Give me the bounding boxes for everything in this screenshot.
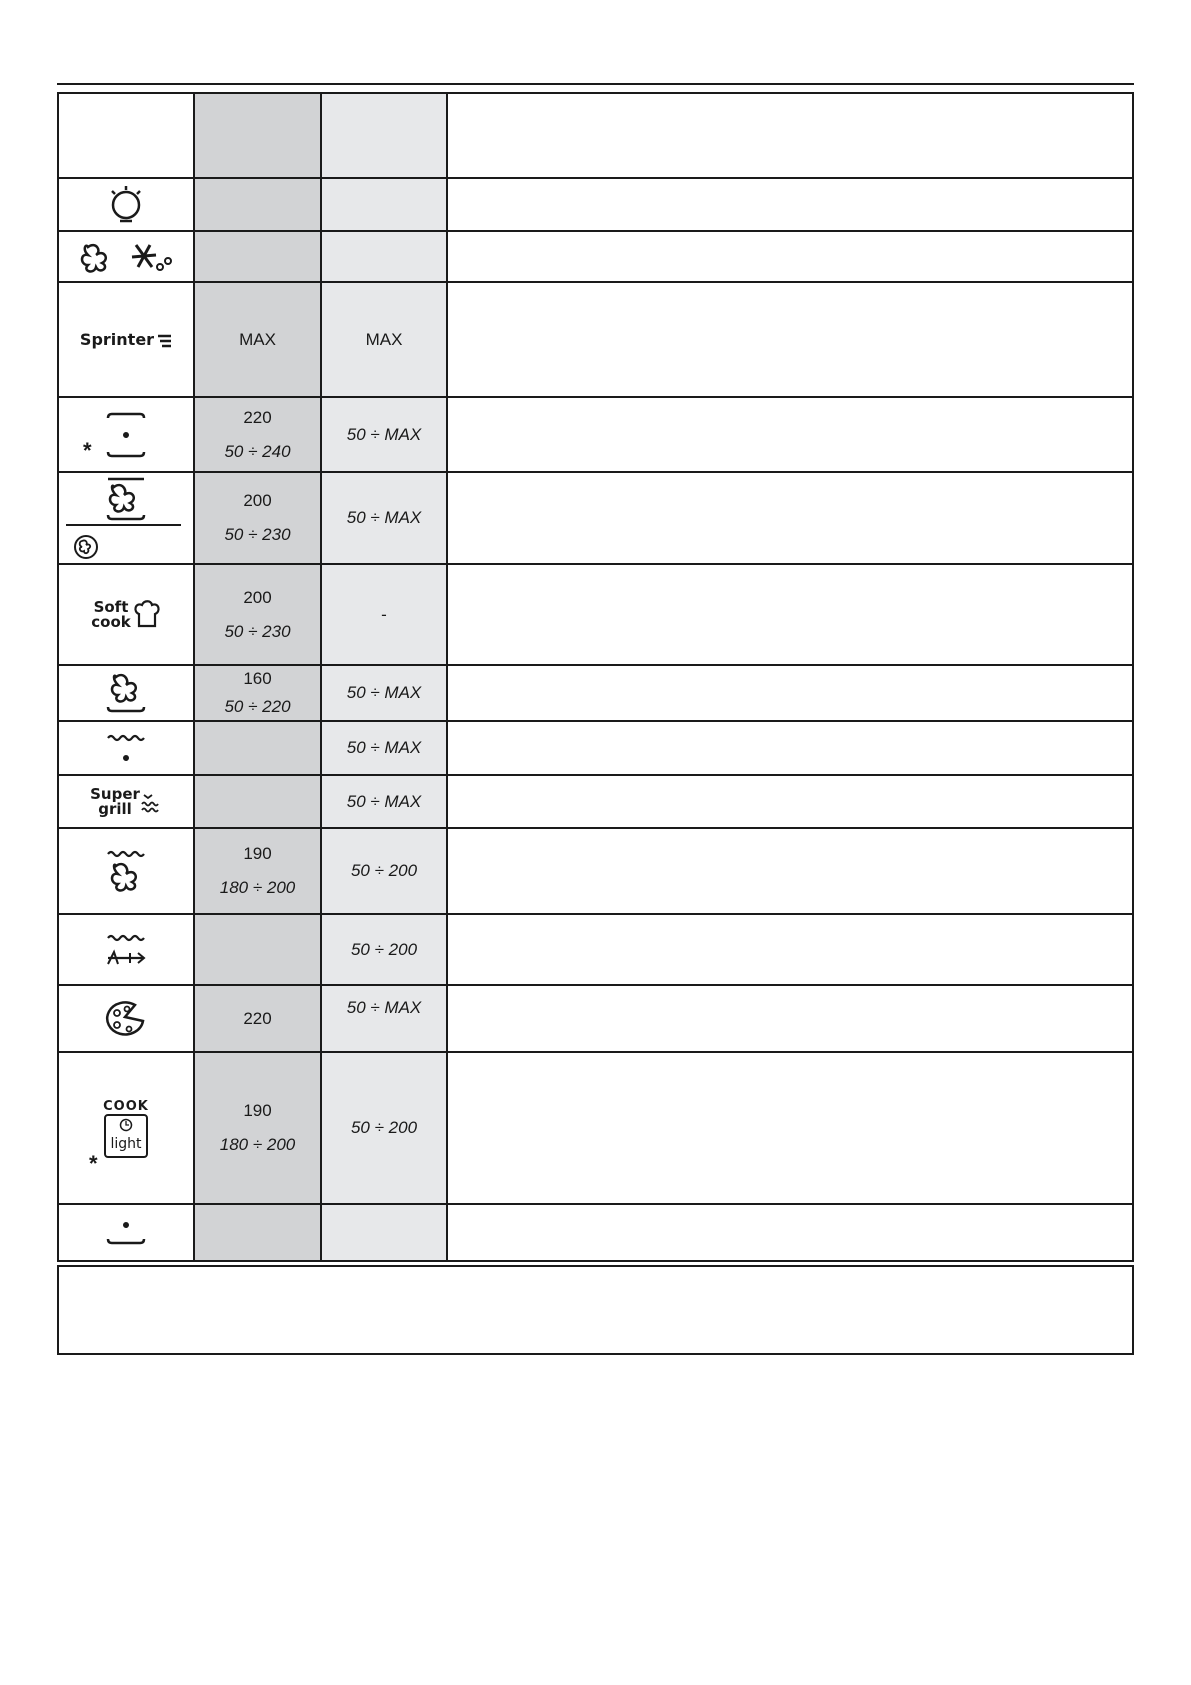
header-temp-cell (195, 94, 322, 177)
grill-range: - (381, 604, 387, 624)
default-temp-cell (195, 776, 322, 827)
table-row (59, 473, 1132, 565)
table-row (59, 829, 1132, 915)
icon-cell (59, 829, 195, 913)
grill-range-cell (322, 986, 448, 1051)
temp-range: 50 ÷ 230 (224, 525, 291, 544)
fan-bottom-heat-icon (104, 669, 148, 717)
grill-range-cell (322, 829, 448, 913)
table-header-row (59, 94, 1132, 179)
temp-range: 180 ÷ 200 (219, 878, 296, 897)
grill-range: 50 ÷ MAX (346, 424, 422, 444)
grill-range-cell (322, 232, 448, 281)
footnote-box (57, 1265, 1134, 1355)
header-icon-cell (59, 94, 195, 177)
default-temp-cell (195, 915, 322, 984)
grill-range-cell (322, 473, 448, 563)
static-oven-icon (104, 410, 148, 460)
icon-cell (59, 1053, 195, 1203)
default-temp-cell (195, 1053, 322, 1203)
fan-oven-icon (66, 475, 186, 561)
cook-light-label-line1: COOK (103, 1098, 149, 1114)
default-temp-cell (195, 986, 322, 1051)
grill-range: 50 ÷ MAX (346, 683, 422, 702)
table-row (59, 666, 1132, 722)
table-row (59, 179, 1132, 232)
grill-range: 50 ÷ MAX (346, 738, 422, 757)
header-grill-cell (322, 94, 448, 177)
icon-cell (59, 473, 195, 563)
cook-light-box (104, 1114, 148, 1158)
description-cell (448, 986, 1132, 1051)
grill-range-cell (322, 1205, 448, 1260)
icon-cell (59, 179, 195, 230)
table-row (59, 986, 1132, 1053)
asterisk-note: * (89, 1151, 98, 1176)
icon-cell (59, 986, 195, 1051)
default-temp-cell (195, 565, 322, 664)
default-temp: 190 (243, 1101, 272, 1120)
grill-range: 50 ÷ 200 (350, 861, 418, 880)
icon-cell (59, 283, 195, 396)
super-grill-label-line1: Super (90, 784, 140, 803)
icon-cell (59, 776, 195, 827)
default-temp: 160 (243, 669, 272, 688)
default-temp-cell (195, 666, 322, 720)
description-cell (448, 565, 1132, 664)
clock-icon (119, 1118, 133, 1132)
grill-range-cell (322, 179, 448, 230)
table-row (59, 776, 1132, 829)
cook-light-label-line2: light (110, 1135, 142, 1152)
default-temp: MAX (239, 329, 276, 349)
temp-range: 50 ÷ 220 (224, 697, 291, 716)
icon-cell (59, 722, 195, 774)
grill-range: 50 ÷ 200 (350, 939, 418, 959)
header-description-cell (448, 94, 1132, 177)
grill-range-cell (322, 722, 448, 774)
grill-range: 50 ÷ MAX (346, 508, 422, 527)
table-row (59, 283, 1132, 398)
grill-range: 50 ÷ 200 (350, 1118, 418, 1137)
description-cell (448, 722, 1132, 774)
fan-grill-icon (104, 848, 148, 894)
asterisk-note: * (83, 438, 92, 463)
cook-light-icon (103, 1099, 149, 1158)
icon-cell (59, 915, 195, 984)
icon-cell (59, 666, 195, 720)
grill-icon (104, 728, 148, 768)
temp-range: 50 ÷ 230 (224, 621, 291, 641)
temp-range: 50 ÷ 240 (224, 441, 291, 461)
top-rule (57, 83, 1134, 85)
soft-cook-label-line2: cook (91, 612, 131, 631)
icon-cell (59, 232, 195, 281)
description-cell (448, 666, 1132, 720)
default-temp-cell (195, 829, 322, 913)
grill-range-cell (322, 283, 448, 396)
default-temp-cell (195, 398, 322, 471)
table-row (59, 722, 1132, 776)
bottom-heat-icon (104, 1215, 148, 1251)
description-cell (448, 232, 1132, 281)
table-row (59, 1205, 1132, 1260)
description-cell (448, 776, 1132, 827)
super-grill-label-line2: grill (98, 799, 132, 818)
default-temp-cell (195, 722, 322, 774)
table-row (59, 1053, 1132, 1205)
description-cell (448, 473, 1132, 563)
grill-range-cell (322, 565, 448, 664)
icon-cell (59, 398, 195, 471)
default-temp: 200 (243, 587, 272, 607)
grill-range: 50 ÷ MAX (346, 998, 422, 1017)
oven-light-icon (104, 183, 148, 227)
default-temp: 220 (243, 407, 272, 427)
rotisserie-grill-icon (104, 932, 148, 968)
grill-range-cell (322, 1053, 448, 1203)
defrost-fan-icon (76, 237, 176, 277)
default-temp-cell (195, 283, 322, 396)
description-cell (448, 283, 1132, 396)
table-row (59, 565, 1132, 666)
default-temp: 200 (243, 491, 272, 510)
table-row (59, 915, 1132, 986)
default-temp-cell (195, 473, 322, 563)
grill-range-cell (322, 666, 448, 720)
sprinter-icon (156, 332, 172, 348)
oven-functions-table (57, 92, 1134, 1262)
description-cell (448, 829, 1132, 913)
icon-cell (59, 565, 195, 664)
super-grill-label (90, 784, 140, 818)
default-temp-cell (195, 179, 322, 230)
icon-cell (59, 1205, 195, 1260)
description-cell (448, 1205, 1132, 1260)
grill-range-cell (322, 776, 448, 827)
table-row (59, 398, 1132, 473)
soft-cook-icon (133, 600, 161, 630)
soft-cook-label-line1: Soft (93, 597, 129, 616)
soft-cook-label (91, 597, 131, 631)
sprinter-icon-label: Sprinter (79, 330, 155, 349)
default-temp-cell (195, 1205, 322, 1260)
grill-range-cell (322, 915, 448, 984)
grill-range-cell (322, 398, 448, 471)
pizza-icon (103, 999, 149, 1039)
description-cell (448, 398, 1132, 471)
grill-range: MAX (365, 329, 403, 349)
description-cell (448, 915, 1132, 984)
default-temp-cell (195, 232, 322, 281)
table-row (59, 232, 1132, 283)
description-cell (448, 1053, 1132, 1203)
grill-range: 50 ÷ MAX (346, 791, 422, 811)
default-temp: 190 (243, 844, 272, 863)
default-temp: 220 (243, 1008, 272, 1028)
description-cell (448, 179, 1132, 230)
temp-range: 180 ÷ 200 (219, 1135, 296, 1154)
super-grill-icon (140, 789, 162, 815)
